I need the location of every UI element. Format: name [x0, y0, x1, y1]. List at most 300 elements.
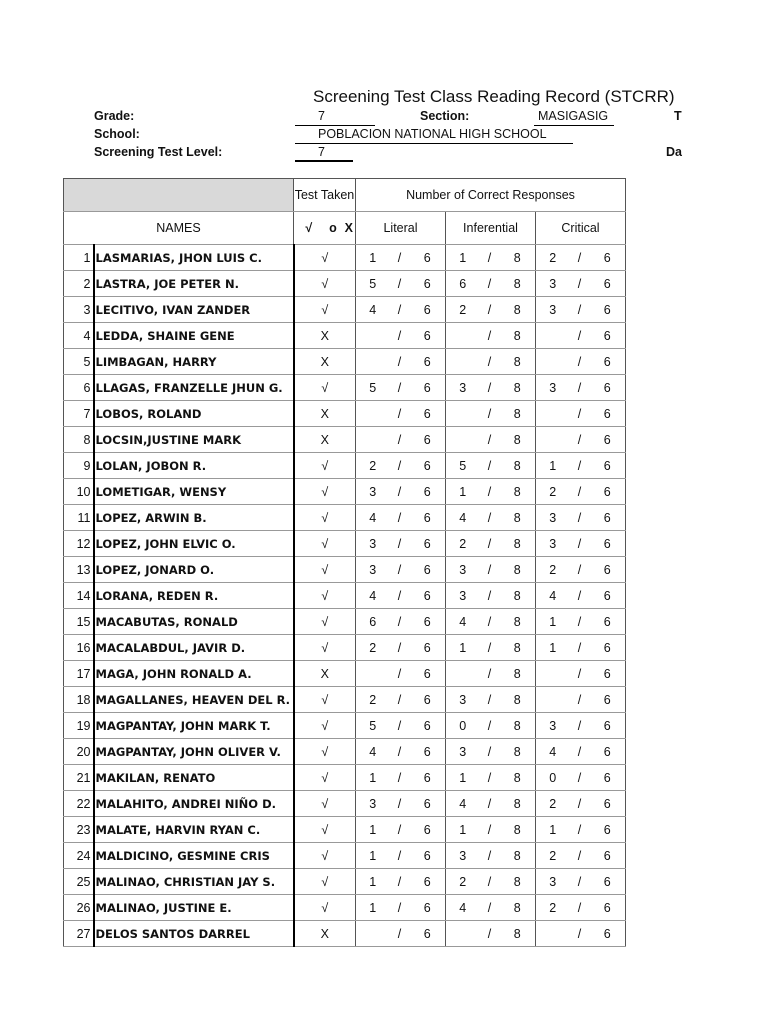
literal-slash: / — [390, 817, 410, 843]
row-number: 4 — [64, 323, 94, 349]
critical-slash: / — [570, 609, 590, 635]
names-header: NAMES — [64, 212, 294, 245]
literal-slash: / — [390, 427, 410, 453]
test-taken-mark: √ — [294, 687, 356, 713]
inferential-score: 1 — [446, 635, 480, 661]
row-number: 24 — [64, 843, 94, 869]
student-name: LOPEZ, JONARD O. — [94, 557, 294, 583]
inferential-score: 3 — [446, 843, 480, 869]
inferential-slash: / — [480, 583, 500, 609]
test-taken-mark: √ — [294, 245, 356, 271]
literal-slash: / — [390, 869, 410, 895]
critical-slash: / — [570, 869, 590, 895]
inferential-score — [446, 661, 480, 687]
row-number: 27 — [64, 921, 94, 947]
literal-score: 1 — [356, 843, 390, 869]
literal-slash: / — [390, 479, 410, 505]
header-blank-cell — [64, 179, 294, 212]
literal-score — [356, 427, 390, 453]
inferential-total: 8 — [500, 427, 536, 453]
literal-slash: / — [390, 245, 410, 271]
level-underline — [295, 160, 353, 162]
inferential-slash: / — [480, 557, 500, 583]
critical-total: 6 — [590, 921, 626, 947]
literal-total: 6 — [410, 713, 446, 739]
critical-total: 6 — [590, 349, 626, 375]
critical-slash: / — [570, 713, 590, 739]
critical-score: 3 — [536, 531, 570, 557]
critical-score: 3 — [536, 505, 570, 531]
critical-score — [536, 661, 570, 687]
literal-score — [356, 401, 390, 427]
literal-total: 6 — [410, 505, 446, 531]
test-taken-header: Test Taken — [294, 179, 356, 212]
row-number: 14 — [64, 583, 94, 609]
literal-score — [356, 349, 390, 375]
literal-score: 4 — [356, 297, 390, 323]
level-value: 7 — [318, 145, 325, 159]
test-taken-mark: √ — [294, 505, 356, 531]
table-row — [64, 323, 626, 349]
critical-total: 6 — [590, 817, 626, 843]
inferential-score: 3 — [446, 557, 480, 583]
critical-total: 6 — [590, 609, 626, 635]
literal-score: 2 — [356, 453, 390, 479]
grade-label: Grade: — [94, 109, 135, 123]
test-taken-mark: √ — [294, 297, 356, 323]
literal-total: 6 — [410, 245, 446, 271]
critical-slash: / — [570, 635, 590, 661]
literal-total: 6 — [410, 375, 446, 401]
table-row — [64, 687, 626, 713]
critical-total: 6 — [590, 583, 626, 609]
table-row — [64, 895, 626, 921]
table-row — [64, 297, 626, 323]
row-number: 26 — [64, 895, 94, 921]
critical-total: 6 — [590, 531, 626, 557]
literal-slash: / — [390, 843, 410, 869]
inferential-slash: / — [480, 297, 500, 323]
test-taken-mark: √ — [294, 869, 356, 895]
literal-total: 6 — [410, 323, 446, 349]
inferential-slash: / — [480, 635, 500, 661]
critical-total: 6 — [590, 661, 626, 687]
student-name: MALATE, HARVIN RYAN C. — [94, 817, 294, 843]
critical-slash: / — [570, 375, 590, 401]
test-taken-mark: X — [294, 349, 356, 375]
inferential-score: 3 — [446, 583, 480, 609]
literal-score: 1 — [356, 245, 390, 271]
critical-slash: / — [570, 583, 590, 609]
critical-score: 1 — [536, 635, 570, 661]
inferential-total: 8 — [500, 869, 536, 895]
student-name: LOMETIGAR, WENSY — [94, 479, 294, 505]
table-row — [64, 843, 626, 869]
critical-score: 2 — [536, 791, 570, 817]
literal-total: 6 — [410, 531, 446, 557]
table-row — [64, 713, 626, 739]
inferential-total: 8 — [500, 635, 536, 661]
inferential-total: 8 — [500, 583, 536, 609]
student-name: MALINAO, CHRISTIAN JAY S. — [94, 869, 294, 895]
inferential-total: 8 — [500, 401, 536, 427]
literal-total: 6 — [410, 349, 446, 375]
inferential-slash: / — [480, 869, 500, 895]
critical-slash: / — [570, 895, 590, 921]
critical-score: 2 — [536, 895, 570, 921]
table-row — [64, 635, 626, 661]
critical-score: 2 — [536, 479, 570, 505]
literal-score: 1 — [356, 895, 390, 921]
inferential-total: 8 — [500, 713, 536, 739]
inferential-slash: / — [480, 765, 500, 791]
critical-total: 6 — [590, 297, 626, 323]
row-number: 5 — [64, 349, 94, 375]
critical-score — [536, 427, 570, 453]
critical-score: 2 — [536, 557, 570, 583]
inferential-total: 8 — [500, 323, 536, 349]
test-taken-mark: √ — [294, 271, 356, 297]
critical-slash: / — [570, 479, 590, 505]
test-taken-mark: √ — [294, 557, 356, 583]
header-fragment-t: T — [674, 109, 682, 123]
row-number: 25 — [64, 869, 94, 895]
section-value: MASIGASIG — [538, 109, 609, 123]
test-taken-mark: X — [294, 401, 356, 427]
inferential-score — [446, 401, 480, 427]
literal-slash: / — [390, 687, 410, 713]
row-number: 18 — [64, 687, 94, 713]
inferential-total: 8 — [500, 661, 536, 687]
critical-total: 6 — [590, 323, 626, 349]
literal-total: 6 — [410, 635, 446, 661]
test-taken-mark: √ — [294, 609, 356, 635]
inferential-slash: / — [480, 323, 500, 349]
inferential-slash: / — [480, 843, 500, 869]
literal-total: 6 — [410, 895, 446, 921]
table-row — [64, 921, 626, 947]
student-name: MACABUTAS, RONALD — [94, 609, 294, 635]
literal-slash: / — [390, 583, 410, 609]
student-name: DELOS SANTOS DARREL — [94, 921, 294, 947]
inferential-score: 2 — [446, 869, 480, 895]
critical-total: 6 — [590, 869, 626, 895]
critical-total: 6 — [590, 895, 626, 921]
inferential-score: 1 — [446, 479, 480, 505]
table-row — [64, 479, 626, 505]
inferential-total: 8 — [500, 895, 536, 921]
student-name: MALDICINO, GESMINE CRIS — [94, 843, 294, 869]
critical-score: 3 — [536, 297, 570, 323]
inferential-total: 8 — [500, 271, 536, 297]
table-row — [64, 453, 626, 479]
critical-slash: / — [570, 765, 590, 791]
critical-slash: / — [570, 791, 590, 817]
inferential-total: 8 — [500, 557, 536, 583]
critical-score — [536, 349, 570, 375]
inferential-slash: / — [480, 245, 500, 271]
critical-slash: / — [570, 453, 590, 479]
critical-score: 2 — [536, 245, 570, 271]
literal-slash: / — [390, 921, 410, 947]
row-number: 16 — [64, 635, 94, 661]
critical-slash: / — [570, 739, 590, 765]
student-name: LASTRA, JOE PETER N. — [94, 271, 294, 297]
table-row — [64, 817, 626, 843]
literal-total: 6 — [410, 869, 446, 895]
inferential-total: 8 — [500, 297, 536, 323]
literal-score: 4 — [356, 739, 390, 765]
inferential-score: 4 — [446, 609, 480, 635]
row-number: 9 — [64, 453, 94, 479]
literal-slash: / — [390, 609, 410, 635]
literal-slash: / — [390, 635, 410, 661]
row-number: 3 — [64, 297, 94, 323]
inferential-slash: / — [480, 609, 500, 635]
x-header: X — [343, 212, 356, 245]
correct-responses-header: Number of Correct Responses — [356, 179, 626, 212]
literal-total: 6 — [410, 609, 446, 635]
grade-underline — [295, 125, 375, 126]
test-taken-mark: √ — [294, 583, 356, 609]
literal-score — [356, 661, 390, 687]
literal-total: 6 — [410, 453, 446, 479]
literal-score: 5 — [356, 375, 390, 401]
table-row — [64, 375, 626, 401]
critical-total: 6 — [590, 557, 626, 583]
inferential-slash: / — [480, 687, 500, 713]
student-name: LOPEZ, JOHN ELVIC O. — [94, 531, 294, 557]
literal-score — [356, 323, 390, 349]
literal-total: 6 — [410, 765, 446, 791]
inferential-slash: / — [480, 661, 500, 687]
student-name: LOBOS, ROLAND — [94, 401, 294, 427]
critical-total: 6 — [590, 739, 626, 765]
literal-slash: / — [390, 323, 410, 349]
inferential-slash: / — [480, 401, 500, 427]
literal-slash: / — [390, 505, 410, 531]
literal-total: 6 — [410, 791, 446, 817]
table-row — [64, 661, 626, 687]
literal-total: 6 — [410, 583, 446, 609]
critical-slash: / — [570, 271, 590, 297]
critical-score — [536, 323, 570, 349]
test-taken-mark: X — [294, 661, 356, 687]
inferential-total: 8 — [500, 453, 536, 479]
critical-slash: / — [570, 323, 590, 349]
document-title: Screening Test Class Reading Record (STCRR) — [313, 87, 675, 106]
table-row — [64, 245, 626, 271]
school-underline — [295, 143, 573, 144]
critical-score: 1 — [536, 609, 570, 635]
inferential-score: 6 — [446, 271, 480, 297]
inferential-score — [446, 427, 480, 453]
inferential-total: 8 — [500, 687, 536, 713]
literal-header: Literal — [356, 212, 446, 245]
literal-total: 6 — [410, 687, 446, 713]
table-row — [64, 531, 626, 557]
test-taken-mark: √ — [294, 895, 356, 921]
literal-slash: / — [390, 401, 410, 427]
inferential-total: 8 — [500, 609, 536, 635]
literal-total: 6 — [410, 427, 446, 453]
inferential-header: Inferential — [446, 212, 536, 245]
test-taken-mark: √ — [294, 817, 356, 843]
table-row — [64, 765, 626, 791]
literal-slash: / — [390, 271, 410, 297]
inferential-total: 8 — [500, 505, 536, 531]
student-name: MAGA, JOHN RONALD A. — [94, 661, 294, 687]
inferential-slash: / — [480, 479, 500, 505]
literal-score: 2 — [356, 687, 390, 713]
student-name: LIMBAGAN, HARRY — [94, 349, 294, 375]
literal-total: 6 — [410, 479, 446, 505]
section-underline — [534, 125, 614, 126]
critical-score: 3 — [536, 271, 570, 297]
student-name: MACALABDUL, JAVIR D. — [94, 635, 294, 661]
critical-total: 6 — [590, 635, 626, 661]
inferential-score — [446, 349, 480, 375]
inferential-score: 5 — [446, 453, 480, 479]
school-value: POBLACION NATIONAL HIGH SCHOOL — [318, 127, 547, 141]
inferential-total: 8 — [500, 921, 536, 947]
table-row — [64, 557, 626, 583]
literal-slash: / — [390, 349, 410, 375]
inferential-score: 4 — [446, 505, 480, 531]
literal-score: 6 — [356, 609, 390, 635]
literal-slash: / — [390, 531, 410, 557]
critical-header: Critical — [536, 212, 626, 245]
test-taken-mark: √ — [294, 635, 356, 661]
critical-total: 6 — [590, 765, 626, 791]
student-name: MAGPANTAY, JOHN MARK T. — [94, 713, 294, 739]
table-row — [64, 869, 626, 895]
critical-slash: / — [570, 401, 590, 427]
table-row — [64, 583, 626, 609]
literal-score: 3 — [356, 791, 390, 817]
inferential-score: 4 — [446, 895, 480, 921]
critical-score: 3 — [536, 375, 570, 401]
row-number: 21 — [64, 765, 94, 791]
inferential-score: 3 — [446, 375, 480, 401]
row-number: 13 — [64, 557, 94, 583]
table-row — [64, 349, 626, 375]
test-taken-mark: √ — [294, 531, 356, 557]
table-row — [64, 609, 626, 635]
inferential-total: 8 — [500, 375, 536, 401]
test-taken-mark: √ — [294, 765, 356, 791]
literal-score: 1 — [356, 817, 390, 843]
inferential-total: 8 — [500, 765, 536, 791]
literal-total: 6 — [410, 739, 446, 765]
test-taken-mark: √ — [294, 739, 356, 765]
critical-score: 3 — [536, 869, 570, 895]
literal-total: 6 — [410, 843, 446, 869]
critical-score: 4 — [536, 583, 570, 609]
inferential-slash: / — [480, 505, 500, 531]
inferential-score — [446, 921, 480, 947]
inferential-score: 4 — [446, 791, 480, 817]
row-number: 19 — [64, 713, 94, 739]
literal-total: 6 — [410, 817, 446, 843]
inferential-score: 3 — [446, 687, 480, 713]
literal-total: 6 — [410, 401, 446, 427]
critical-slash: / — [570, 687, 590, 713]
literal-score: 5 — [356, 713, 390, 739]
literal-slash: / — [390, 739, 410, 765]
test-taken-mark: X — [294, 323, 356, 349]
header-fragment-date: Da — [666, 145, 682, 159]
inferential-slash: / — [480, 349, 500, 375]
row-number: 8 — [64, 427, 94, 453]
inferential-total: 8 — [500, 739, 536, 765]
critical-score: 2 — [536, 843, 570, 869]
table-row — [64, 505, 626, 531]
critical-slash: / — [570, 817, 590, 843]
table-row — [64, 271, 626, 297]
critical-total: 6 — [590, 713, 626, 739]
check-header: √ — [294, 212, 324, 245]
inferential-slash: / — [480, 713, 500, 739]
critical-slash: / — [570, 297, 590, 323]
critical-total: 6 — [590, 271, 626, 297]
literal-total: 6 — [410, 271, 446, 297]
literal-score: 1 — [356, 765, 390, 791]
reading-record-table — [63, 178, 626, 947]
literal-score: 2 — [356, 635, 390, 661]
literal-slash: / — [390, 297, 410, 323]
critical-score: 4 — [536, 739, 570, 765]
test-taken-mark: √ — [294, 479, 356, 505]
literal-slash: / — [390, 713, 410, 739]
inferential-slash: / — [480, 921, 500, 947]
test-taken-mark: √ — [294, 375, 356, 401]
literal-slash: / — [390, 375, 410, 401]
inferential-slash: / — [480, 817, 500, 843]
literal-slash: / — [390, 661, 410, 687]
student-name: MAKILAN, RENATO — [94, 765, 294, 791]
inferential-slash: / — [480, 739, 500, 765]
inferential-total: 8 — [500, 531, 536, 557]
inferential-slash: / — [480, 271, 500, 297]
inferential-total: 8 — [500, 349, 536, 375]
inferential-score: 1 — [446, 765, 480, 791]
student-name: MAGPANTAY, JOHN OLIVER V. — [94, 739, 294, 765]
row-number: 6 — [64, 375, 94, 401]
literal-total: 6 — [410, 557, 446, 583]
literal-score: 3 — [356, 531, 390, 557]
critical-slash: / — [570, 843, 590, 869]
inferential-total: 8 — [500, 245, 536, 271]
critical-slash: / — [570, 531, 590, 557]
row-number: 2 — [64, 271, 94, 297]
row-number: 17 — [64, 661, 94, 687]
test-taken-mark: √ — [294, 713, 356, 739]
inferential-total: 8 — [500, 817, 536, 843]
student-name: MALAHITO, ANDREI NIÑO D. — [94, 791, 294, 817]
inferential-total: 8 — [500, 843, 536, 869]
critical-slash: / — [570, 921, 590, 947]
test-taken-mark: X — [294, 427, 356, 453]
row-number: 23 — [64, 817, 94, 843]
inferential-score — [446, 323, 480, 349]
inferential-score: 2 — [446, 297, 480, 323]
literal-slash: / — [390, 765, 410, 791]
student-name: LOLAN, JOBON R. — [94, 453, 294, 479]
student-name: MALINAO, JUSTINE E. — [94, 895, 294, 921]
critical-total: 6 — [590, 453, 626, 479]
inferential-slash: / — [480, 453, 500, 479]
